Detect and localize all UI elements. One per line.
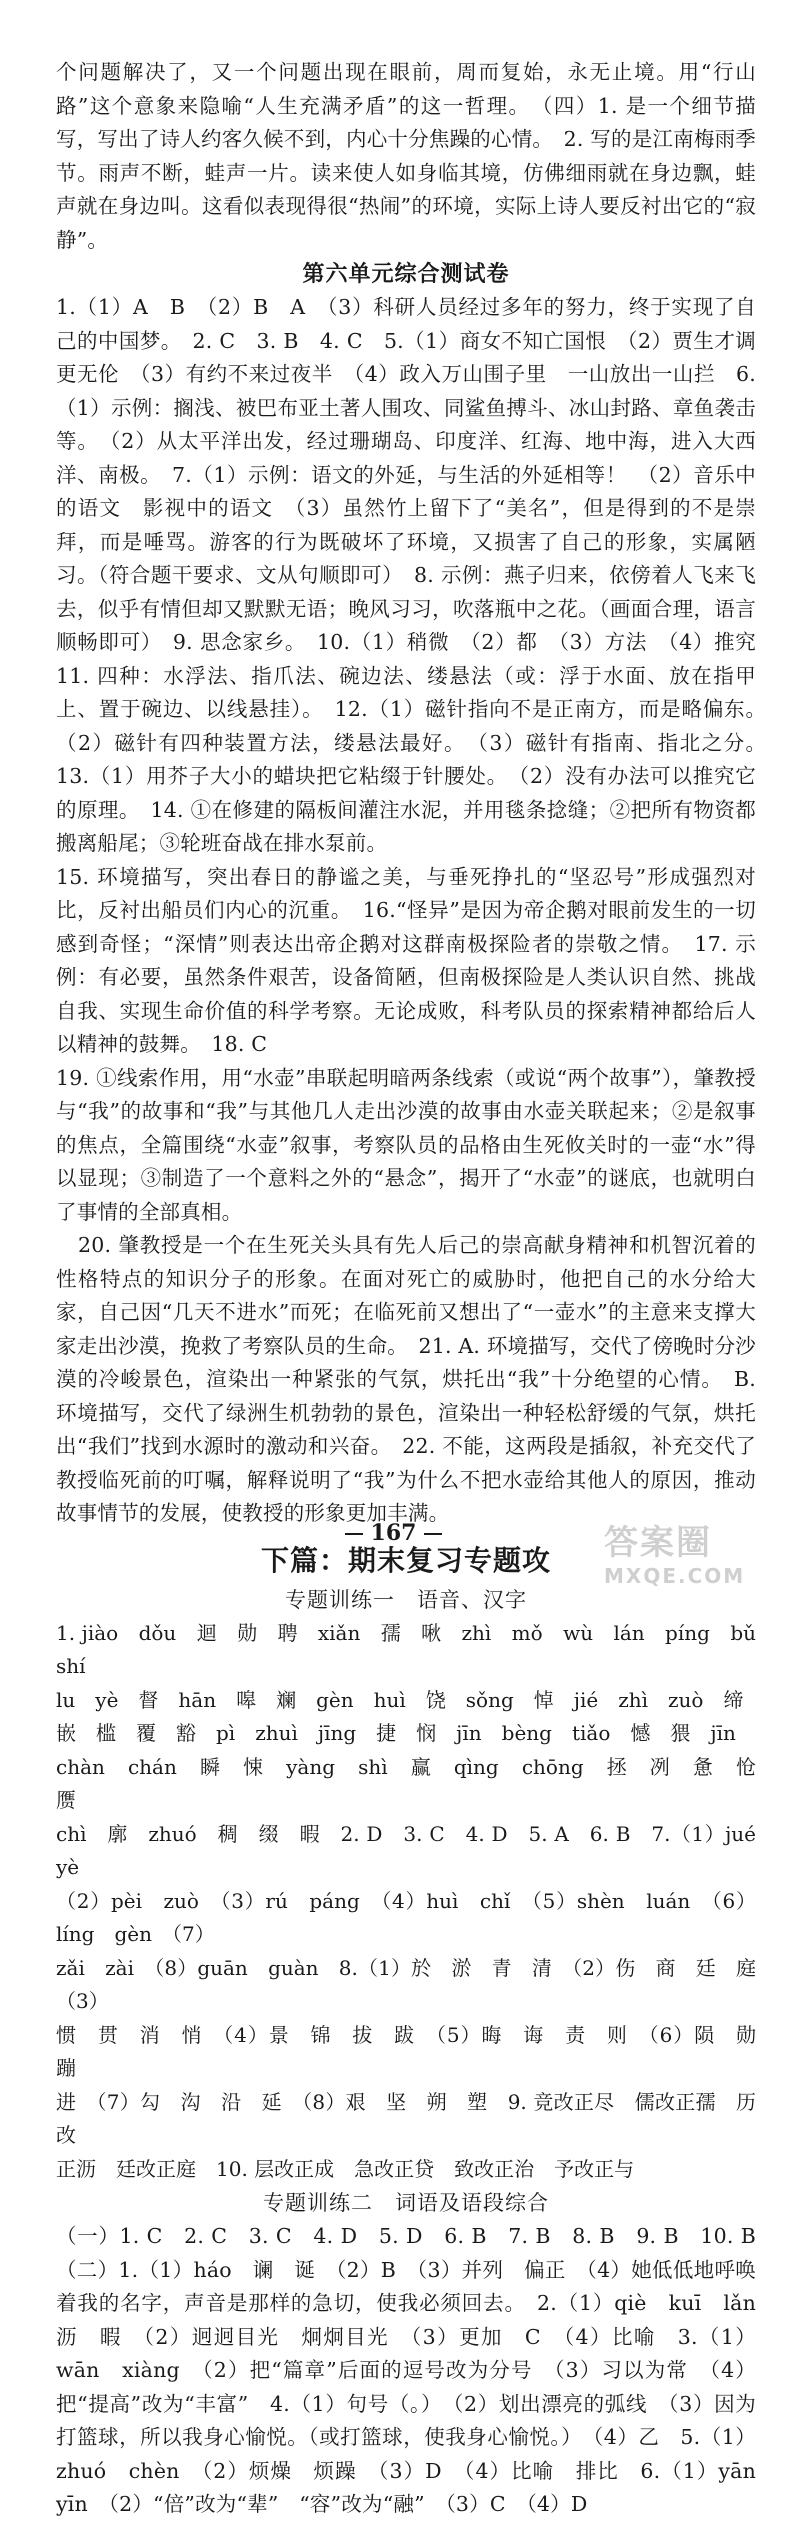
section-title-unit6: 第六单元综合测试卷	[302, 261, 510, 287]
topic1-line: chì 廓 zhuó 稠 缀 暇 2. D 3. C 4. D 5. A 6. B 7.（1）jué yè	[56, 1821, 776, 1879]
watermark-url-text: MXQE.COM	[604, 1564, 746, 1588]
topic1-answers	[56, 1617, 776, 2187]
page-number-text: 167	[370, 1520, 417, 1546]
answer-paragraph: 19. ①线索作用，用“水壶”串联起明暗两条线索（或说“两个故事”），肇教授与“我”的故事和“我”与其他几人走出沙漠的故事由水壶关联起来；②是叙事的焦点，全篇围绕“水壶”叙事，考察队员的品格由生死攸关时的一壶“水”得以显现；③制造了一个意料之外的“悬念”，揭开了“水壶”的谜底，也就明白了事情的全部真相。	[56, 1065, 756, 1224]
topic1-line: lu yè 督 hān 嗥 斓 gèn huì 饶 sǒng 悼 jié zhì zuò 缔	[56, 1687, 744, 1712]
answer-paragraph: 20. 肇教授是一个在生死关头具有先人后己的崇高献身精神和机智沉着的性格特点的知识分子的形象。在面对死亡的威胁时，他把自己的水分给大家，自己因“几天不进水”而死；在临死前又想出了“一壶水”的主意来支撑大家走出沙漠，挽救了考察队员的生命。 21. A. 环境描写，交代了傍晚时分沙漠的冷峻景色，渲染出一种紧张的气氛，烘托出“我”十分绝望的心情。 B. 环境描写，交代了绿洲生机勃勃的景色，渲染出一种轻松舒缓的气氛，烘托出“我们”找到水源时的激动和兴奋。 22. 不能，这两段是插叙，补充交代了教授临死前的叮嘱，解释说明了“我”为什么不把水壶给其他人的原因，推动故事情节的发展，使教授的形象更加丰满。	[56, 1233, 756, 1525]
top-paragraph: 个问题解决了，又一个问题出现在眼前，周而复始，永无止境。用“行山路”这个意象来隐喻“人生充满矛盾”的这一哲理。 （四）1. 是一个细节描写，写出了诗人约客久候不到，内心十分焦躁的心情。 2. 写的是江南梅雨季节。雨声不断，蛙声一片。读来使人如身临其境，仿佛细雨就在身边飘，蛙声就在身边叫。这看似表现得很“热闹”的环境，实际上诗人要反衬出它的“寂静”。	[56, 60, 756, 252]
topic1-line: 惯 贯 消 悄 （4）景 锦 拔 跋 （5）晦 诲 责 则 （6）陨 勋 蹦	[56, 2022, 776, 2080]
topic1-line: 嵌 槛 覆 豁 pì zhuì jīng 捷 悯 jīn bèng tiǎo 憾 猥 jīn	[56, 1721, 736, 1745]
topic1-line: 1. jiào dǒu 迴 勋 聘 xiǎn 孺 啾 zhì mǒ wù lán píng bǔ shí	[56, 1620, 776, 1678]
topic2-title: 专题训练二 词语及语段综合	[263, 2191, 549, 2215]
topic1-line: zǎi zài （8）guān guàn 8.（1）於 淤 青 清 （2）伤 商 廷 庭 （3）	[56, 1955, 776, 2013]
answer-paragraph: 1.（1）A B （2）B A （3）科研人员经过多年的努力，终于实现了自己的中国梦。 2. C 3. B 4. C 5.（1）商女不知亡国恨 （2）贾生才调更无伦 （3）有约不来过夜半 （4）政入万山围子里 一山放出一山拦 6.（1）示例：搁浅、被巴布亚土著人围攻、同鲨鱼搏斗、冰山封路、章鱼袭击等。 （2）从太平洋出发，经过珊瑚岛、印度洋、红海、地中海，进入大西洋、南极。 7.（1）示例：语文的外延，与生活的外延相等！ （2）音乐中的语文 影视中的语文 （3）虽然竹上留下了“美名”，但是得到的不是崇拜，而是唾骂。游客的行为既破坏了环境，又损害了自己的形象，实属陋习。（符合题干要求、文从句顺即可） 8. 示例：燕子归来，依傍着人飞来飞去，似乎有情但却又默默无语；晚风习习，吹落瓶中之花。（画面合理，语言顺畅即可） 9. 思念家乡。 10.（1）稍微 （2）都 （3）方法 （4）推究 11. 四种：水浮法、指爪法、碗边法、缕悬法（或：浮于水面、放在指甲上、置于碗边、以线悬挂）。 12.（1）磁针指向不是正南方，而是略偏东。 （2）磁针有四种装置方法，缕悬法最好。 （3）磁针有指南、指北之分。 13.（1）用芥子大小的蜡块把它粘缀于针腰处。 （2）没有办法可以推究它的原理。 14. ①在修建的隔板间灌注水泥，并用毯条捻缝；②把所有物资都搬离船尾；③轮班奋战在排水泵前。	[56, 295, 777, 855]
topic1-line: 进 （7）勾 沟 沿 延 （8）艰 坚 朔 塑 9. 竞改正尽 儒改正孺 历改	[56, 2089, 756, 2147]
topic1-line: 正沥 廷改正庭 10. 层改正成 急改正贷 致改正治 予改正与	[56, 2156, 635, 2181]
watermark-logo-text: 答案圈	[604, 1523, 712, 1563]
watermark-logo	[604, 1515, 779, 1595]
dash-right	[424, 1533, 442, 1535]
answer-page	[56, 56, 777, 2522]
topic1-line: chàn chán 瞬 悚 yàng shì 赢 qìng chōng 拯 冽 惫 怆 赝	[56, 1754, 776, 1812]
topic1-title: 专题训练一 语音、汉字	[285, 1587, 527, 1612]
answer-paragraph: 15. 环境描写，突出春日的静谧之美，与垂死挣扎的“坚忍号”形成强烈对比，反衬出船员们内心的沉重。 16.“怪异”是因为帝企鹅对眼前发生的一切感到奇怪；“深情”则表达出帝企鹅对这群南极探险者的崇敬之情。 17. 示例：有必要，虽然条件艰苦，设备简陋，但南极探险是人类认识自然、挑战自我、实现生命价值的科学考察。无论成败，科考队员的探索精神都给后人以精神的鼓舞。 18. C	[56, 864, 756, 1056]
topic1-line: （2）pèi zuò （3）rú páng （4）huì chǐ （5）shèn luán （6）líng gèn （7）	[56, 1888, 756, 1946]
part-title: 下篇：期末复习专题攻	[260, 1543, 551, 1577]
dash-left	[345, 1533, 363, 1535]
topic2-answers: （一）1. C 2. C 3. C 4. D 5. D 6. B 7. B 8. B 9. B 10. B （二）1.（1）háo 谰 诞 （2）B （3）并列 偏正 （4）她低低地呼唤着我的名字，声音是那样的急切，使我必须回去。 2.（1）qiè kuī lǎn 沥 暇 （2）迥迥目光 炯炯目光 （3）更加 C （4）比喻 3.（1）wān xiàng （2）把“篇章”后面的逗号改为分号 （3）习以为常 （4）把“提高”改为“丰富” 4.（1）句号（。） （2）划出漂亮的弧线 （3）因为打篮球，所以我身心愉悦。（或打篮球，使我身心愉悦。） （4）乙 5.（1）zhuó chèn （2）烦燥 烦躁 （3）D （4）比喻 排比 6.（1）yān yīn （2）“倍”改为“辈” “容”改为“融” （3）C （4）D	[56, 2224, 777, 2516]
